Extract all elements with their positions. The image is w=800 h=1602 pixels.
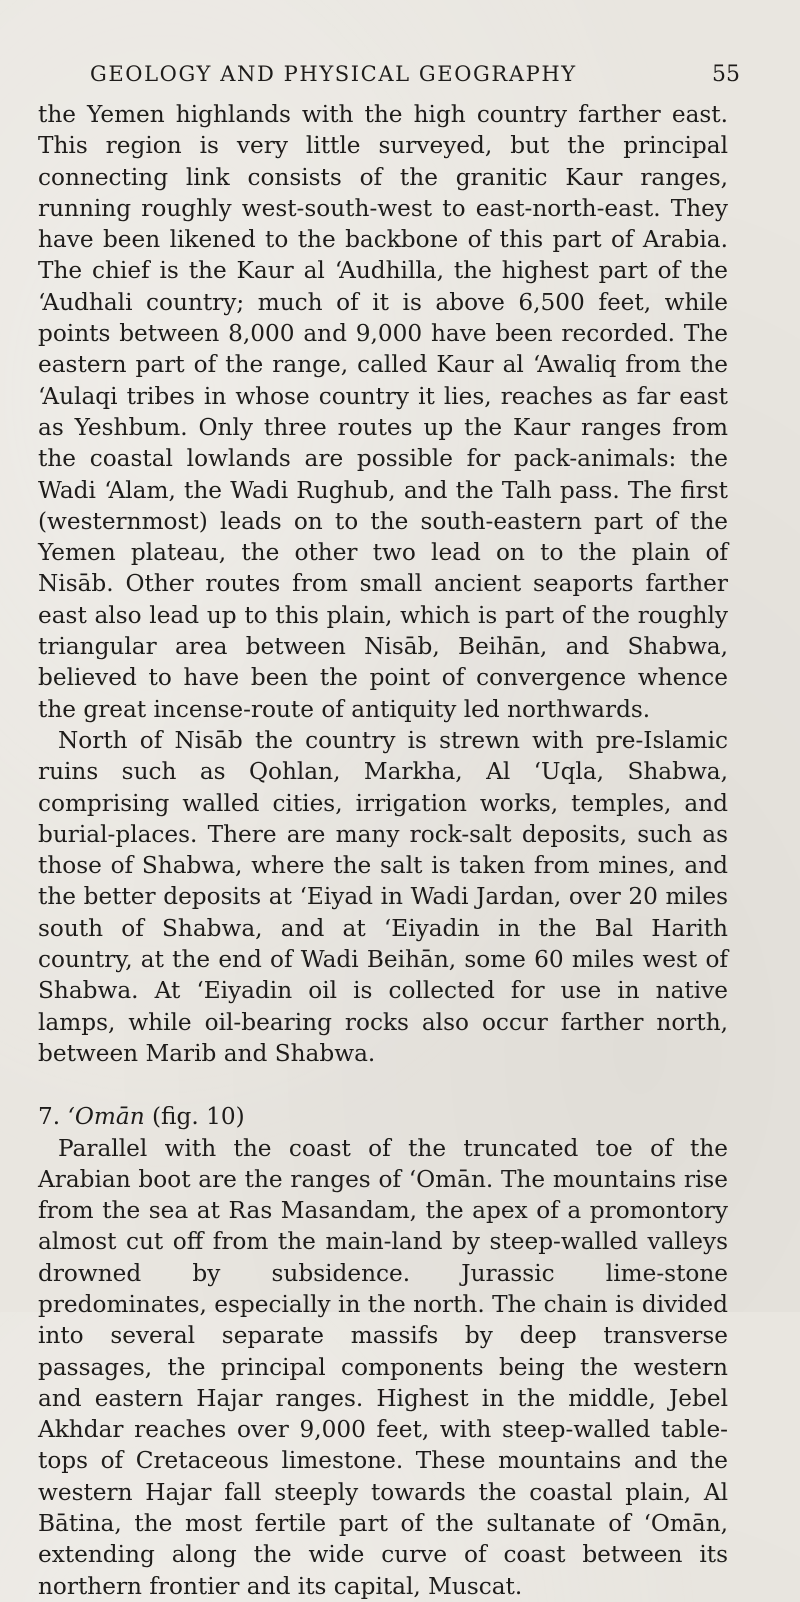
running-head-title: GEOLOGY AND PHYSICAL GEOGRAPHY — [90, 62, 577, 86]
section-number: 7. — [38, 1103, 61, 1131]
paragraph-oman-ranges: Parallel with the coast of the truncated toe of the Arabian boot are the ranges of ‘Omān. The mountains rise from the sea at Ras Masandam, the apex of a promontory almost cut off from the main-land by steep-walled valleys drowned by subsidence. Jurassic lime-stone predominates, especially in the north. The chain is divided into several separate massifs by deep transverse passages, the principal components being the western and eastern Hajar ranges. Highest in the middle, Jebel Akhdar reaches over 9,000 feet, with steep-walled table-tops of Cretaceous limestone. These mountains and the western Hajar fall steeply towards the coastal plain, Al Bātina, the most fertile part of the sultanate of ‘Omān, extending along the wide curve of coast between its northern frontier and its capital, Muscat. — [38, 1134, 728, 1600]
paragraph-nisab-ruins: North of Nisāb the country is strewn with pre-Islamic ruins such as Qohlan, Markha, Al ‘Uqla, Shabwa, comprising walled cities, irrigation works, temples, and burial-places. There are many rock-salt deposits, such as those of Shabwa, where the salt is taken from mines, and the better deposits at ‘Eiyad in Wadi Jardan, over 20 miles south of Shabwa, and at ‘Eiyadin in the Bal Harith country, at the end of Wadi Beihān, some 60 miles west of Shabwa. At ‘Eiyadin oil is collected for use in native lamps, while oil-bearing rocks also occur farther north, between Marib and Shabwa. — [38, 726, 728, 1067]
section-heading-oman — [38, 1101, 728, 1132]
figure-reference: (fig. 10) — [152, 1103, 245, 1131]
running-head — [90, 62, 740, 92]
page-body — [38, 99, 728, 1602]
paragraph-yemen-kaur: the Yemen highlands with the high country farther east. This region is very little surveyed, but the principal connecting link consists of the granitic Kaur ranges, running roughly west-south-west to east-north-east. They have been likened to the backbone of this part of Arabia. The chief is the Kaur al ‘Audhilla, the highest part of the ‘Audhali country; much of it is above 6,500 feet, while points between 8,000 and 9,000 have been recorded. The eastern part of the range, called Kaur al ‘Awaliq from the ‘Aulaqi tribes in whose country it lies, reaches as far east as Yeshbum. Only three routes up the Kaur ranges from the coastal lowlands are possible for pack-animals: the Wadi ‘Alam, the Wadi Rughub, and the Talh pass. The first (westernmost) leads on to the south-eastern part of the Yemen plateau, the other two lead on to the plain of Nisāb. Other routes from small ancient seaports farther east also lead up to this plain, which is part of the roughly triangular area between Nisāb, Beihān, and Shabwa, believed to have been the point of convergence whence the great incense-route of antiquity led northwards. — [38, 101, 728, 723]
page-number: 55 — [712, 62, 740, 87]
section-place: ‘Omān — [67, 1103, 145, 1131]
